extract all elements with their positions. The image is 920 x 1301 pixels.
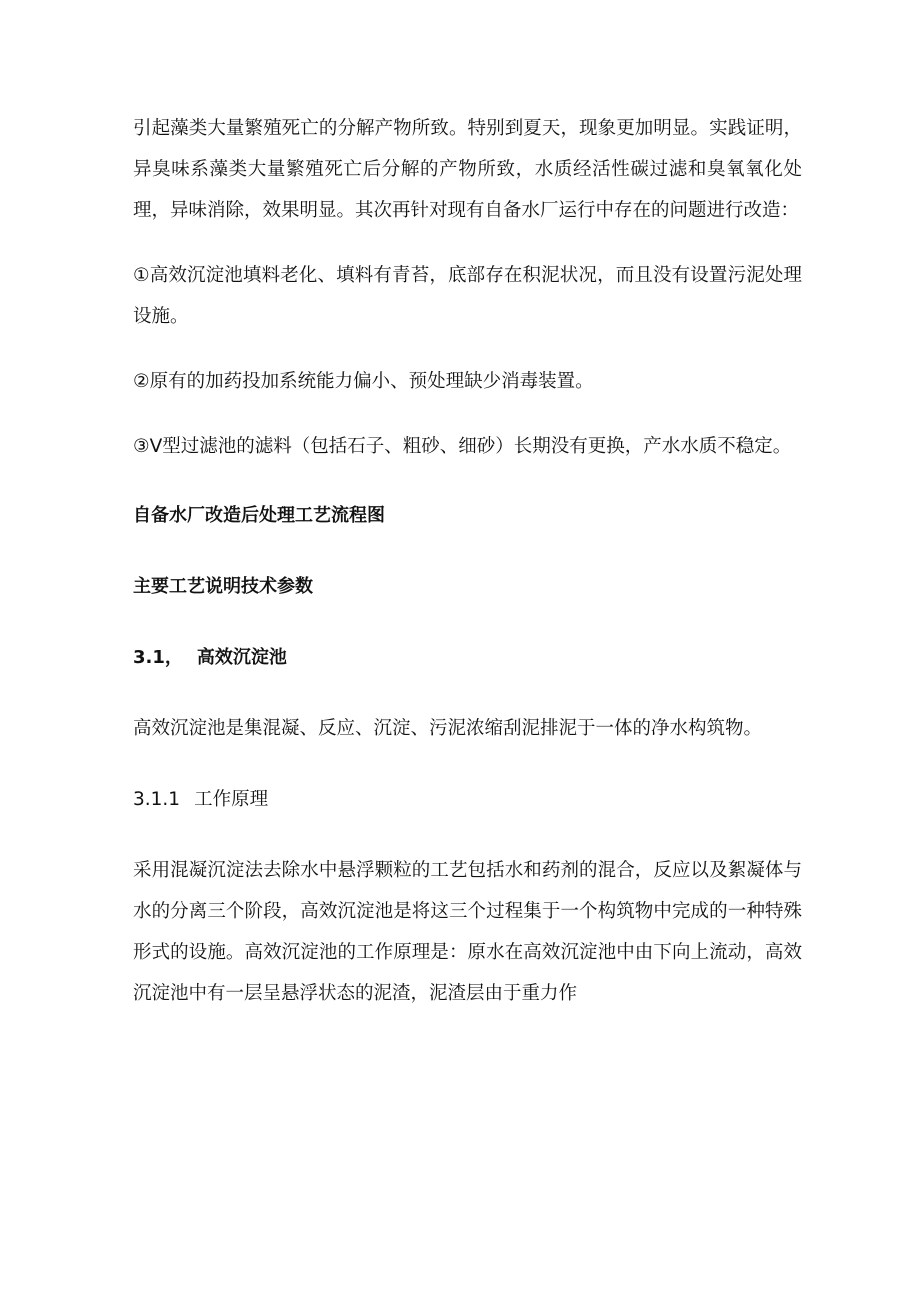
subsection-title: 工作原理 <box>194 789 269 810</box>
definition-paragraph: 高效沉淀池是集混凝、反应、沉淀、污泥浓缩刮泥排泥于一体的净水构筑物。 <box>133 718 763 739</box>
subsection-heading <box>133 779 802 820</box>
principle-paragraph: 采用混凝沉淀法去除水中悬浮颗粒的工艺包括水和药剂的混合，反应以及絮凝体与水的分离三个阶段，高效沉淀池是将这三个过程集于一个构筑物中完成的一种特殊形式的设施。高效沉淀池的工作原理是：原水在高效沉淀池中由下向上流动，高效沉淀池中有一层呈悬浮状态的泥渣，泥渣层由于重力作 <box>133 860 802 1004</box>
section-number: 3.1， <box>133 647 183 668</box>
section-title: 高效沉淀池 <box>196 647 287 668</box>
issue-item-3: ③V型过滤池的滤料（包括石子、粗砂、细砂）长期没有更换，产水水质不稳定。 <box>133 436 792 457</box>
subsection-number: 3.1.1 <box>133 789 181 810</box>
intro-paragraph: 引起藻类大量繁殖死亡的分解产物所致。特别到夏天，现象更加明显。实践证明，异臭味系藻类大量繁殖死亡后分解的产物所致，水质经活性碳过滤和臭氧氧化处理，异味消除，效果明显。其次再针对现有自备水厂运行中存在的问题进行改造： <box>133 118 802 221</box>
issue-item-2: ②原有的加药投加系统能力偏小、预处理缺少消毒装置。 <box>133 371 594 392</box>
heading-main-params: 主要工艺说明技术参数 <box>133 576 313 597</box>
issue-item-1: ①高效沉淀池填料老化、填料有青苔，底部存在积泥状况，而且没有设置污泥处理设施。 <box>133 265 802 327</box>
heading-flowchart: 自备水厂改造后处理工艺流程图 <box>133 505 385 526</box>
section-heading <box>133 637 802 678</box>
